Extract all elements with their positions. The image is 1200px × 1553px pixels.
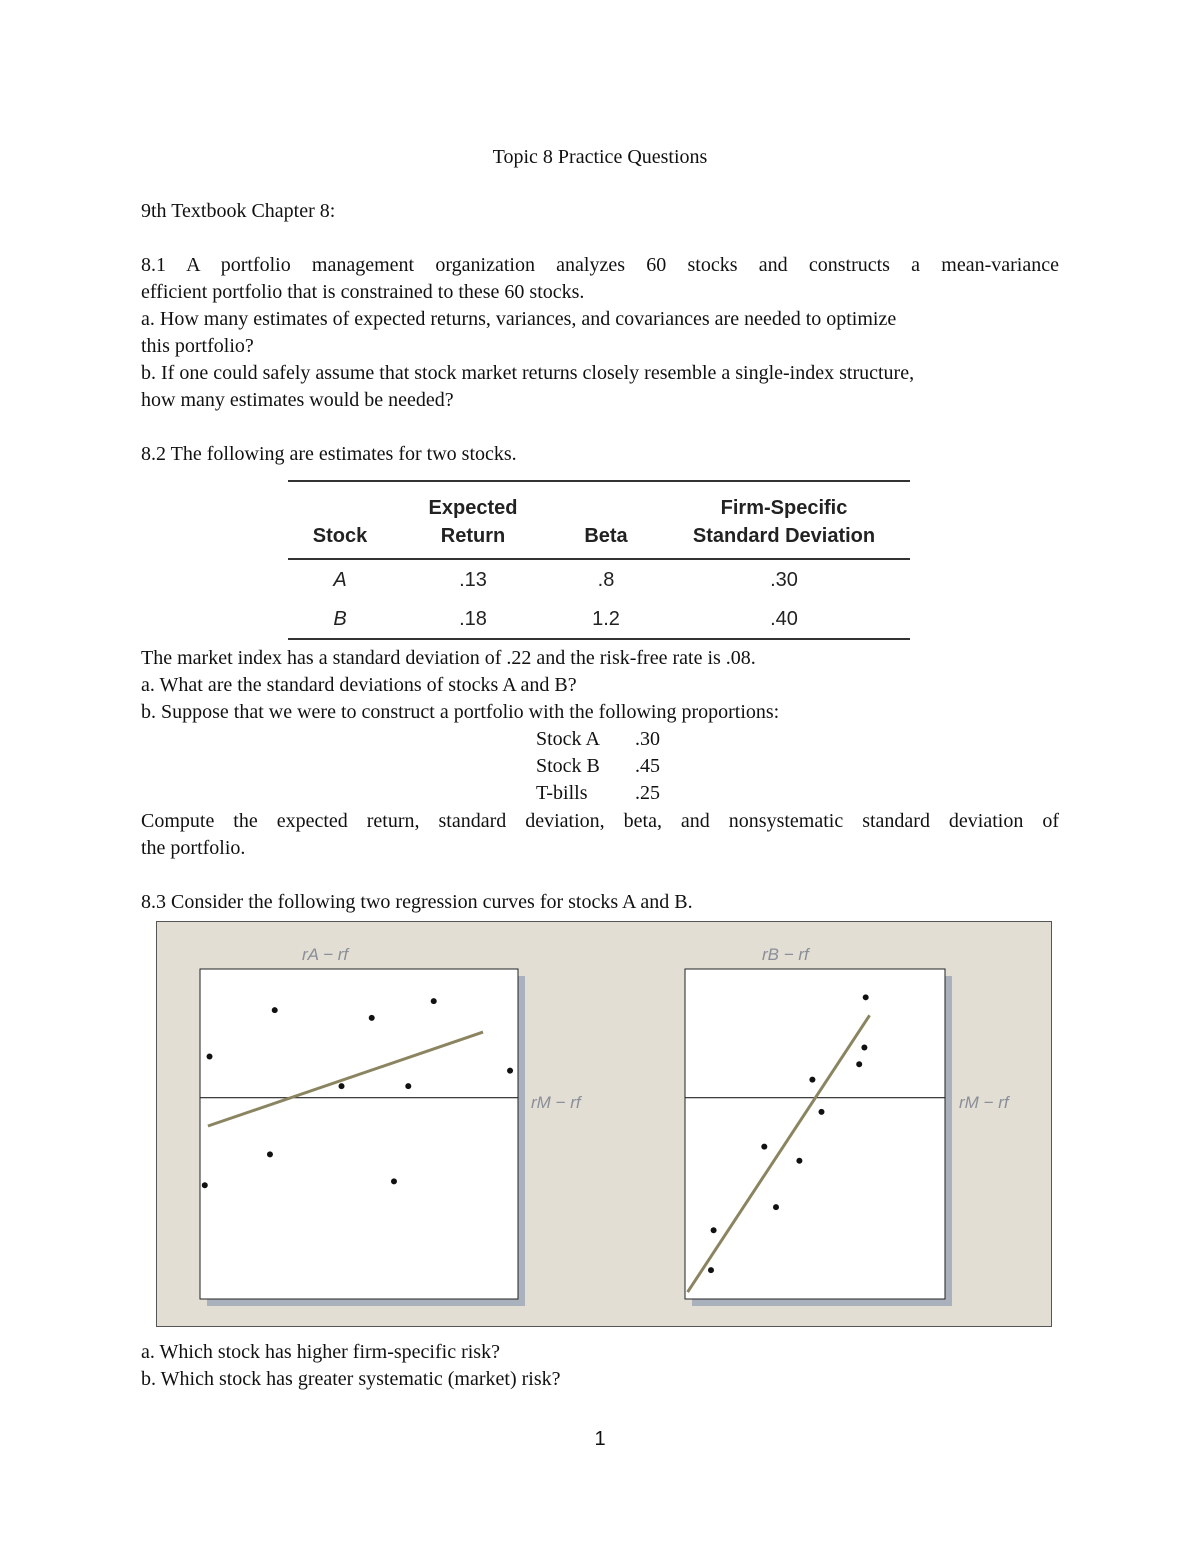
regression-figure bbox=[156, 921, 1052, 1327]
stock-estimates-table bbox=[288, 480, 910, 640]
data-point-a-8 bbox=[431, 998, 437, 1004]
header-stock: Stock bbox=[312, 525, 368, 547]
proportion-value: .25 bbox=[635, 782, 660, 804]
q82-compute-line1: Compute the expected return, standard deviation, beta, and nonsystematic standard deviation of bbox=[141, 810, 1059, 832]
data-point-a-4 bbox=[267, 1151, 273, 1157]
y-axis-label-b: rB − rf bbox=[762, 945, 809, 964]
q82-compute-line2: the portfolio. bbox=[141, 837, 246, 859]
data-point-b-4 bbox=[809, 1077, 815, 1083]
proportion-value: .45 bbox=[635, 755, 660, 777]
data-point-a-2 bbox=[272, 1007, 278, 1013]
panel-a bbox=[200, 969, 518, 1299]
header-expected-return: Expected Return bbox=[428, 497, 518, 547]
data-point-b-3 bbox=[856, 1061, 862, 1067]
regression-charts bbox=[157, 922, 1051, 1326]
data-point-b-1 bbox=[863, 994, 869, 1000]
data-point-b-2 bbox=[861, 1045, 867, 1051]
cell-expected-return: .18 bbox=[459, 607, 487, 630]
q83-intro: 8.3 Consider the following two regression curves for stocks A and B. bbox=[141, 891, 693, 913]
proportion-label: Stock B bbox=[536, 755, 600, 777]
proportion-value: .30 bbox=[635, 728, 660, 750]
data-point-b-9 bbox=[711, 1227, 717, 1233]
cell-beta: 1.2 bbox=[592, 607, 620, 630]
q82-intro: 8.2 The following are estimates for two stocks. bbox=[141, 443, 517, 465]
y-axis-label-a: rA − rf bbox=[302, 945, 349, 964]
data-point-b-10 bbox=[708, 1267, 714, 1273]
cell-stock: A bbox=[333, 568, 347, 591]
data-point-b-8 bbox=[773, 1204, 779, 1210]
q82-a: a. What are the standard deviations of stocks A and B? bbox=[141, 674, 577, 696]
header-firm-sd: Firm-Specific Standard Deviation bbox=[692, 497, 876, 547]
q82-b: b. Suppose that we were to construct a portfolio with the following proportions: bbox=[141, 701, 780, 723]
table-row bbox=[288, 559, 910, 599]
q83-a: a. Which stock has higher firm-specific risk? bbox=[141, 1341, 500, 1363]
cell-beta: .8 bbox=[597, 568, 615, 591]
q81-b-line2: how many estimates would be needed? bbox=[141, 389, 454, 411]
data-point-a-1 bbox=[207, 1054, 213, 1060]
proportion-label: T-bills bbox=[536, 782, 588, 804]
cell-firm-sd: .40 bbox=[770, 607, 798, 630]
q81-a-line2: this portfolio? bbox=[141, 335, 254, 357]
data-point-a-10 bbox=[507, 1068, 513, 1074]
cell-firm-sd: .30 bbox=[770, 568, 798, 591]
panel-b bbox=[685, 969, 945, 1299]
data-point-b-6 bbox=[761, 1144, 767, 1150]
q81-a-line1: a. How many estimates of expected returns, variances, and covariances are needed to optimize bbox=[141, 308, 897, 330]
cell-expected-return: .13 bbox=[459, 568, 487, 591]
q83-b: b. Which stock has greater systematic (market) risk? bbox=[141, 1368, 561, 1390]
data-point-a-6 bbox=[369, 1015, 375, 1021]
x-axis-label-b: rM − rf bbox=[959, 1093, 1009, 1112]
x-axis-label-a: rM − rf bbox=[531, 1093, 581, 1112]
q82-market-line: The market index has a standard deviation of .22 and the risk-free rate is .08. bbox=[141, 647, 756, 669]
q81-b-line1: b. If one could safely assume that stock market returns closely resemble a single-index structure, bbox=[141, 362, 915, 384]
table-row bbox=[288, 599, 910, 639]
table-header-row bbox=[288, 481, 910, 559]
cell-stock: B bbox=[333, 607, 347, 630]
chapter-heading: 9th Textbook Chapter 8: bbox=[141, 200, 336, 222]
q81-line2: efficient portfolio that is constrained to these 60 stocks. bbox=[141, 281, 585, 303]
header-beta: Beta bbox=[584, 525, 628, 547]
data-point-a-9 bbox=[405, 1083, 411, 1089]
data-point-b-5 bbox=[819, 1109, 825, 1115]
page-number: 1 bbox=[594, 1428, 606, 1450]
page-title: Topic 8 Practice Questions bbox=[492, 146, 708, 168]
data-point-a-7 bbox=[391, 1178, 397, 1184]
proportion-label: Stock A bbox=[536, 728, 600, 750]
data-point-b-7 bbox=[796, 1158, 802, 1164]
data-point-a-5 bbox=[339, 1083, 345, 1089]
q81-line1: 8.1 A portfolio management organization analyzes 60 stocks and constructs a mean-variance bbox=[141, 254, 1059, 276]
data-point-a-3 bbox=[202, 1182, 208, 1188]
